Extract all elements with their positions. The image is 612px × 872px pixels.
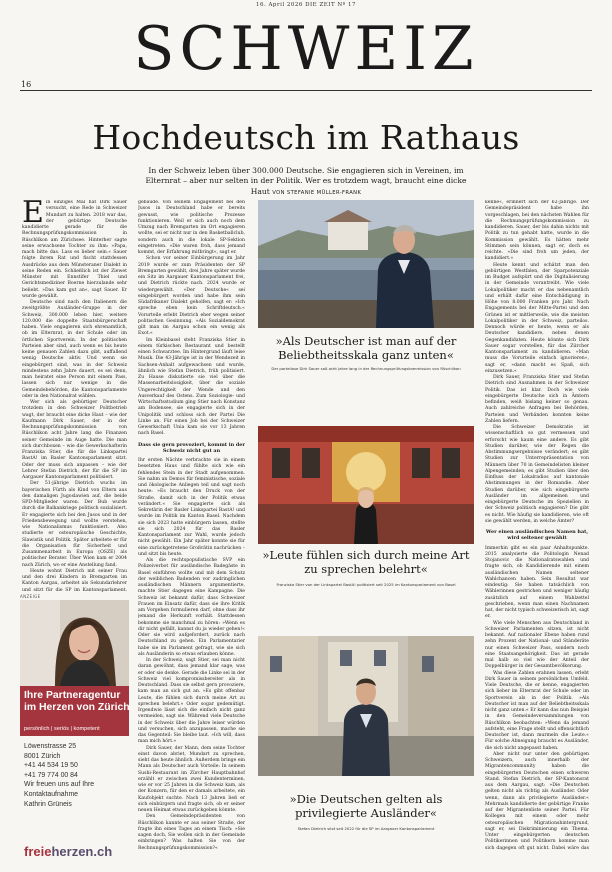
byline: VON STEFANIE MÜLLER-FRANK: [272, 189, 362, 196]
ad-headline: Ihre Partneragentur im Herzen von Zürich: [24, 690, 130, 713]
paragraph: Wie viele Menschen aus Deutschland in Schweizer Parlamenten sitzen, ist nicht bekannt. Auf nationaler Ebene haben rund zehn Prozent der National- und Ständeräte nur einen Schweizer Pass, sondern noch eine Staatsangehörigkeit. Das ist gerade mal halb so viel wie der Anteil der Doppelbürger in der Gesamtbevölkerung.: [485, 620, 589, 670]
article-dek: [140, 166, 472, 198]
article-column-1: [22, 200, 127, 592]
ad-contact-line-2: Kontaktaufnahme: [24, 790, 79, 798]
page-number: 16: [21, 80, 32, 89]
paragraph: Im Kleinbasel steht Franziska Stier in einem türkischen Restaurant und bestellt einen Schwarztee. Im Hintergrund läuft leise Musik. Die 43-Jährige ist in der Wendezeit in Sachsen-Anhalt aufgewachsen und wurde, ähnlich wie Stefan Dietrich, früh politisiert. Zu Hause diskutierte sie viel über die Massenarbeitslosigkeit, über die soziale Ungerechtigkeit der Wende und den Ausverkauf des Ostens. Zum Soziologie- und Wirtschaftsstudium ging Stier nach Konstanz am Bodensee, sie engagierte sich in der Unipolitik und schloss sich der Partei Die Linke an. Für einen Job bei der Schweizer Gewerkschaft Unia kam sie vor 13 Jahren nach Basel.: [138, 337, 245, 437]
ad-street: Löwenstrasse 25: [24, 743, 77, 750]
pull-quote-2: »Leute fühlen sich durch meine Art zu sprechen belehrt«: [262, 548, 470, 576]
photo-franziska-stier: [258, 426, 474, 544]
photo-caption-2: Franziska Stier von der Linkspartei BastA! politisiert seit 2025 im Kantonsparlament von Basel: [276, 582, 456, 587]
paragraph: Ihr ersten Nächte verbrachte sie in einem besetzten Haus und fühlte sich wie ein fehlendes Stein in der Stadt aufgenommen. Sie nahm an Demos für feministische, soziale und ökologische Anliegen teil und sagt noch heute: »Es braucht den Druck von der Straße, damit sich in der Politik etwas verändert.« Sie engagierte sich als Sekretärin der Basler Linkspartei BastA! und wurde im Politik im Kanton Basel. Nachdem sie sich 2023 hatte einbürgern lassen, stellte sie sich 2024 für das Basler Kantonsparlament zur Wahl, wurde jedoch nicht gewählt. Ein Jahr später konnte sie für eine zurückgetretene Großrätin nachrücken – und sitzt bis heute.: [138, 458, 245, 557]
ad-city: 8001 Zürich: [24, 752, 61, 760]
dropcap: E: [22, 200, 44, 230]
ad-contact-line-1: Wir freuen uns auf Ihre: [24, 781, 95, 789]
paragraph: Aber nicht nur unter den gebürtigen Schweizern, auch innerhalb der Migrantencommunity haben die eingebürgerten Deutschen einen schweren Stand. Stefan Dietrich, der SP-Kantonsrat aus dem Aargau, sagt: »Die Deutschen gelten nicht als richtig als Ausländer. Oder wenn, dann als privilegierte Ausländer.« Mehrmals kandidierte der gebürtige Franke auf der Migrantenliste seiner Partei. Für Kollegen mit einem oder mehr osteuropäischen Migrationshintergrund, sagt er, sei Diskriminierung ein Thema. Unter eingebürgerten deutschen Politikerinnen und Politikern komme man sich dagegen oft gut nicht. Dabei wäre das: [485, 751, 589, 850]
paragraph: Heute kennt und schätzt man den gebürtigen Westfalen, der Sparpotenziale im Budget aufspürt und die Digitalisierung in der Gemeinde vorantreibt. Wie viele Lokalpolitiker macht er das nebenamtlich und erhält dafür eine Entschädigung in Höhe von 8.000 Franken pro Jahr. Nach Engagements bei der Mitte-Partei und den Grünen ist er mittlerweile, wie die meisten Lokalpolitiker in der Schweiz, parteilos. Dennoch würde er heute, wenn er als Deutscher kandidiere, neben denen Gegenkandidaten. Heute könnte sich Dirk Sauer sogar vorstellen, für das Zürcher Kantonsparlament zu kandidieren. »Man muss die Vorurteile einfach ignorieren«, sagt er, »dann macht es Spaß, sich einzusetzen.«: [485, 262, 589, 374]
rathaus-illustration: [258, 426, 474, 544]
paragraph: kenne«, erinnert sich der 62-Jährige. Der Gemeindepräsident habe ihn vorgeschlagen, bei den nächsten Wahlen für die Rechnungsprüfungskommission zu kandidieren. Sauer, der bis dahin nichts mit Politik zu tun gehabt hatte, wurde in die Kommission gewählt. Es hätten mehr Stimmen sein können, sagt er, doch es reichte. »Die sind froh um jeden, der kandidiert.«: [485, 200, 589, 262]
paragraph-text: in einziges Mal hat Dirk Sauer versucht, eine Rede in Schweizer Mundart zu halten. 2018 war das, der gebürtige Deutsche kandidierte gerade für die Rechnungsprüfungskommission in Rüschlikon am Zürichsee. Hinterher sagte seine erwachsene Tochter zu ihm: »Papa, mach bitte das. Lass es lieber sein.« Sauer folgte ihrem Rat und fischt stattdessen Ausdrücke aus dem Münsteraner Dialekt in seine Reden ein. Schließlich ist der Ziewet Münster mit Ennstifer Thiel und Gerichtsmediziner Boerne hierzulande sehr beliebt. »Das kam gut an«, sagt Sauer. Er wurde gewählt.: [22, 200, 127, 299]
photo-caption-1: Der parteilose Dirk Sauer saß acht Jahre lang in der Rechnungsprüfungskommission von Rüschlikon: [271, 366, 461, 371]
photo-caption-3: Stefan Dietrich sitzt seit 2022 für die SP im Aargauer Kantonsparlament: [297, 826, 435, 831]
subheading: Wer einen ausländischen Namen hat, wird seltener gewählt: [485, 529, 589, 542]
subheading: Dass sie gern provoziert, kommt in der Schweiz nicht gut an: [138, 441, 245, 454]
headline: Hochdeutsch im Rathaus: [92, 118, 520, 157]
pull-quote-1: »Als Deutscher ist man auf der Beliebtheitsskala ganz unten«: [275, 334, 457, 362]
paragraph: Was diese Zahlen erahnen lassen, erlebt Dirk Sauer in seinem persönlichen Umfeld. Viele Deutsche, die er kenne, engagierten sich lieber im Elternrat der Schule oder im Sportverein als in der Politik. »Als Deutscher ist man auf der Beliebtheitsskala nicht ganz unten.« Er kann das nun Beispiel in den Gemeindeversammlungen von Rüschlikon beobachten: »Wenn da jemand aufsteht, eine Frage stellt und offensichtlich Deutscher ist, dann murmeln die Leute.« Für solche Abneigung braucht es Ausländer, die sich nicht angepasst haben.: [485, 670, 589, 751]
ad-contact-block: [24, 742, 128, 809]
lake-scene-illustration: [258, 200, 474, 328]
article-column-4: [485, 200, 589, 850]
lead-paragraph: [22, 200, 127, 300]
paragraph: Deutsche sind nach den Italienern die zweitgrößte Ausländer-Gruppe in der Schweiz, 300.000 leben hier, weitere 120.000 die doppelte Staatsbürgerschaft haben. Viele engagieren sich ehrenamtlich, ob im Elternrat, in der Schule oder im örtlichen Sportverein. In der politischen Parteien aber sind, auch wenn es bis heute keine genauen Zahlen dazu gibt, auffallend wenig Deutsche aktiv. Und wenn sie eingebürgert sind, was in der Schweiz mindestens zehn Jahre dauert, es sei denn, man heiratet eine Person mit einem Pass, lassen sich nur wenige in die Gemeindebehörden, die Kantonsparlamente oder in den Nationalrat wählen.: [22, 300, 127, 399]
ad-logo[interactable]: [24, 844, 112, 859]
article-column-2: [138, 200, 245, 850]
paragraph: Dirk Sauer, der Mann, dem seine Tochter einst davon abriet, Mundart zu sprechen, sieht das heute ähnlich. Außerdem bringe ein Mann als Deutscher auch Vorteile: In seinem Sushi-Restaurant im Zürcher Hauptbahnhof erzählt er zwischen zwei Kundenterminen, wie er vor 25 Jahren in die Schweiz kam, als der Konzern, für den er damals arbeitete, ein Kaufobjekt suchte. Nach 13 Jahren ließ er sich einbürgern und fragte sich, ob er seiner neuen Heimat etwas zurückgeben könnte.: [138, 745, 245, 813]
ad-logo-part-2: herzen.ch: [51, 844, 113, 859]
paragraph: Als die rechtspopulistische SVP ein Polizeiverbot für ausländische Badegäste in Basel einführen wollte und mit dem Schutz der weiblichen Badenden vor zudringlichen ausländischen Männern argumentierte, machte Stier dagegen eine Kampagne. Die Schweiz ist bekannt dafür, dass Schweizer Frauen im Einsatz dafür, dass sie ihre Kritik am Vorgehen formulieren darf, ohne dass ihr jemand die Herkunft vorhält. Stattdessen bekomme sie manchmal zu hören: »Wenn es dir nicht gefällt, kannst du ja wieder gehen!« Oder sie wird aufgefordert, zurück nach Deutschland zu gehen. Ein Parlamentarier habe sie im Parlament gefragt, wie sie sich als Ausländerin so etwas erlauben könne.: [138, 558, 245, 657]
ad-label: ANZEIGE: [20, 594, 41, 599]
ad-logo-part-1: freie: [24, 844, 52, 859]
ad-headline-band: [20, 686, 129, 736]
paragraph: Schon vor seiner Einbürgerung im Jahr 2019 wurde er zum Präsidenten der SP Bremgarten gewählt, drei Jahre später wurde ein Sitz im Aargauer Kantonsparlament frei, und Dietrich rückte nach. 2024 wurde er wiedergewählt. »Der Deutsche« sei eingebürgert worden und habe ihm sein Südafrikaner Dialekt geholfen, sagt er: »Ich spreche eben kein Schriftdeutsch.« Vorurteile erlebt Dietrich eher wegen seiner politischen Gesinnung. »Als Sozialdemokrat gilt man im Aargau schon ein wenig als Exot.«: [138, 256, 245, 337]
ad-tagline: persönlich | seriös | kompetent: [24, 726, 100, 732]
ad-portrait-image: [20, 600, 129, 686]
paragraph: Die Schweizer Demokratie ist wissenschaftlich so gut vermessen und erforscht wie kaum eine andere. Es gibt Studien darüber, wie der Regen die Abstimmungsergebnisse verändert; es gibt Studien zur Unterrepräsentation von Männern über 70 in Gemeindelisten kleiner Alpengemeinden; es gibt Studien über den Einfluss der Lokalradios auf kantonale Abstimmungen in der Romandie. Aber Studien darüber, wie sich eingebürgerte Ausländer im allgemeinen und eingebürgerte Deutsche im Speziellen in der Schweiz politisch engagieren? Die gibt es nicht. Wie häufig sie kandidieren, wie oft sie gewählt werden, in welche Ämter?: [485, 425, 589, 524]
advertisement[interactable]: [20, 594, 130, 862]
header-rule: [20, 90, 592, 91]
paragraph: In der Schweiz, sagt Stier, sei man nicht daran gewöhnt, dass jemand klar sage, was er oder sie denke. Gerade die Linke sei in der Schweiz viel kompromissbereiter als in Deutschland. Dass sie selbst gern provoziere, kam man an sich gut an. »Es gibt offenbar Leute, die fühlen sich durch meine Art zu sprechen belehrt.« Oder sogar gedemütigt. Irgendwie lässt sich die einfach nicht ganz vermeiden, sagt sie. Während viele Deutsche in der Schweiz über die Jahre leiser würden und versuchen, sich anzupassen, mache sie das Gegenteil: Sie bleibe laut. »Ich will, dass man mich hört.«: [138, 658, 245, 745]
issue-meta: 16. April 2026 DIE ZEIT Nº 17: [255, 2, 357, 8]
ad-contact-name: Kathrin Grüneis: [24, 800, 72, 808]
oldtown-illustration: [258, 636, 474, 776]
portrait-illustration: [20, 600, 129, 686]
paragraph: Immerhin gibt es ein paar Anhaltspunkte. 2015 analysierte die Politologin Nenad Stojanovic die Nationalratswahlen und fragte sich, ob Kandidierende mit einem ausländischen Namen seltener Wahlchancen haben. Sein Resultat war eindeutig: Sie haben tatsächlich von Wählerinnen gestrichen und weniger häufig zusätzlich auf einem Wahlzettel geschrieben, wenn man einen Nachnamen hat, der nicht typisch schweizerisch ist, sagt er.: [485, 545, 589, 620]
pull-quote-3: »Die Deutschen gelten als privilegierte Ausländer«: [289, 792, 443, 820]
ad-phone-2[interactable]: +41 79 774 00 84: [24, 771, 78, 779]
section-title: SCHWEIZ: [133, 14, 479, 84]
dek-text: In der Schweiz leben über 300.000 Deutsche. Sie engagieren sich in Vereinen, im Elternrat – aber nur selten in der Politik. Wer es trotzdem wagt, braucht eine dicke Haut: [145, 166, 467, 196]
paragraph: gebäude. Von seinem Engagement bei den Jusos in Deutschland habe er bereits gewusst, wie politische Prozesse funktionieren. Weil er sich auch noch dem Umzug nach Bremgarten im Ort engagieren wollte, sei er nicht nur in den Basketballclub, sondern auch in die lokale SP-Sektion eingetreten. »Die waren froh, dass jemand kommt, der Erfahrung mitbringt«, sagt er.: [138, 200, 245, 255]
ad-phone-1[interactable]: +41 44 534 19 50: [24, 762, 78, 770]
paragraph: Wer sich als gebürtiger Deutscher trotzdem in den Schweizer Politbetrieb wagt, der braucht eine dicke Haut – wie der Kaufmann Dirk Sauer, der in der Rechnungsprüfungskommission von Rüschlikon acht Jahre lang die Finanzen seiner Gemeinde im Auge hatte. Die man sich durchboxen – wie die Gewerkschafterin Franziska Stier, die für die Linkspartei BastA! im Basler Kantonsparlament sitzt. Oder der muss sich anpassen – wie der Lehrer Stefan Dietrich, der für die SP im Aargauer Kantonsparlament politisiert.: [22, 400, 127, 480]
paragraph: Heute wohnt Dietrich mit seiner Frau und den drei Kindern in Bremgarten im Kanton Aargau, arbeitet als Sekundarlehrer und sitzt für die SP im Kantonsparlament.: [22, 568, 127, 592]
paragraph: Der 51-jährige Dietrich wuchs im bayerischen Fürth als Kind von Eltern aus den damaligen Jugoslawien auf, die beide SPD-Mitglieder waren. Der Bub wurde durch die Balkankriege politisch sozialisiert. Er engagierte sich bei den Jusos und in der Friedensbewegung und wollte verstehen, wie Nationalismus funktioniert. Also studierte er osteuropäische Geschichte, Slawistik und Politik. Später arbeitete er für die Organisation für Sicherheit und Zusammenarbeit in Europa (OSZE) als politischer Berater. Über Wien kam er 2004 nach Zürich, wo er eine Anstellung fand.: [22, 481, 127, 568]
paragraph: Dirk Sauer, Franziska Stier und Stefan Dietrich sind Ausnahmen in der Schweizer Politik. Das ist klar. Doch wie viele eingebürgerte Deutsche sich in Ämtern befinden, weiß bislang keiner so genau. Auch zahlreiche Anfragen bei Behörden, Parteien und Verbänden konnten keine Zahlen liefern.: [485, 375, 589, 424]
paragraph: Den Gemeindepräsidenten von Rüschlikon kannte er aus seiner Straße, der fragte ihn eines Tages an einem Tisch: »Sie sagen doch, Sie wollen sich in der Gemeinde einbringen? Was halten Sie von der Rechnungsprüfungskommission?«: [138, 814, 245, 850]
photo-stefan-dietrich: [258, 636, 474, 776]
photo-dirk-sauer: [258, 200, 474, 328]
